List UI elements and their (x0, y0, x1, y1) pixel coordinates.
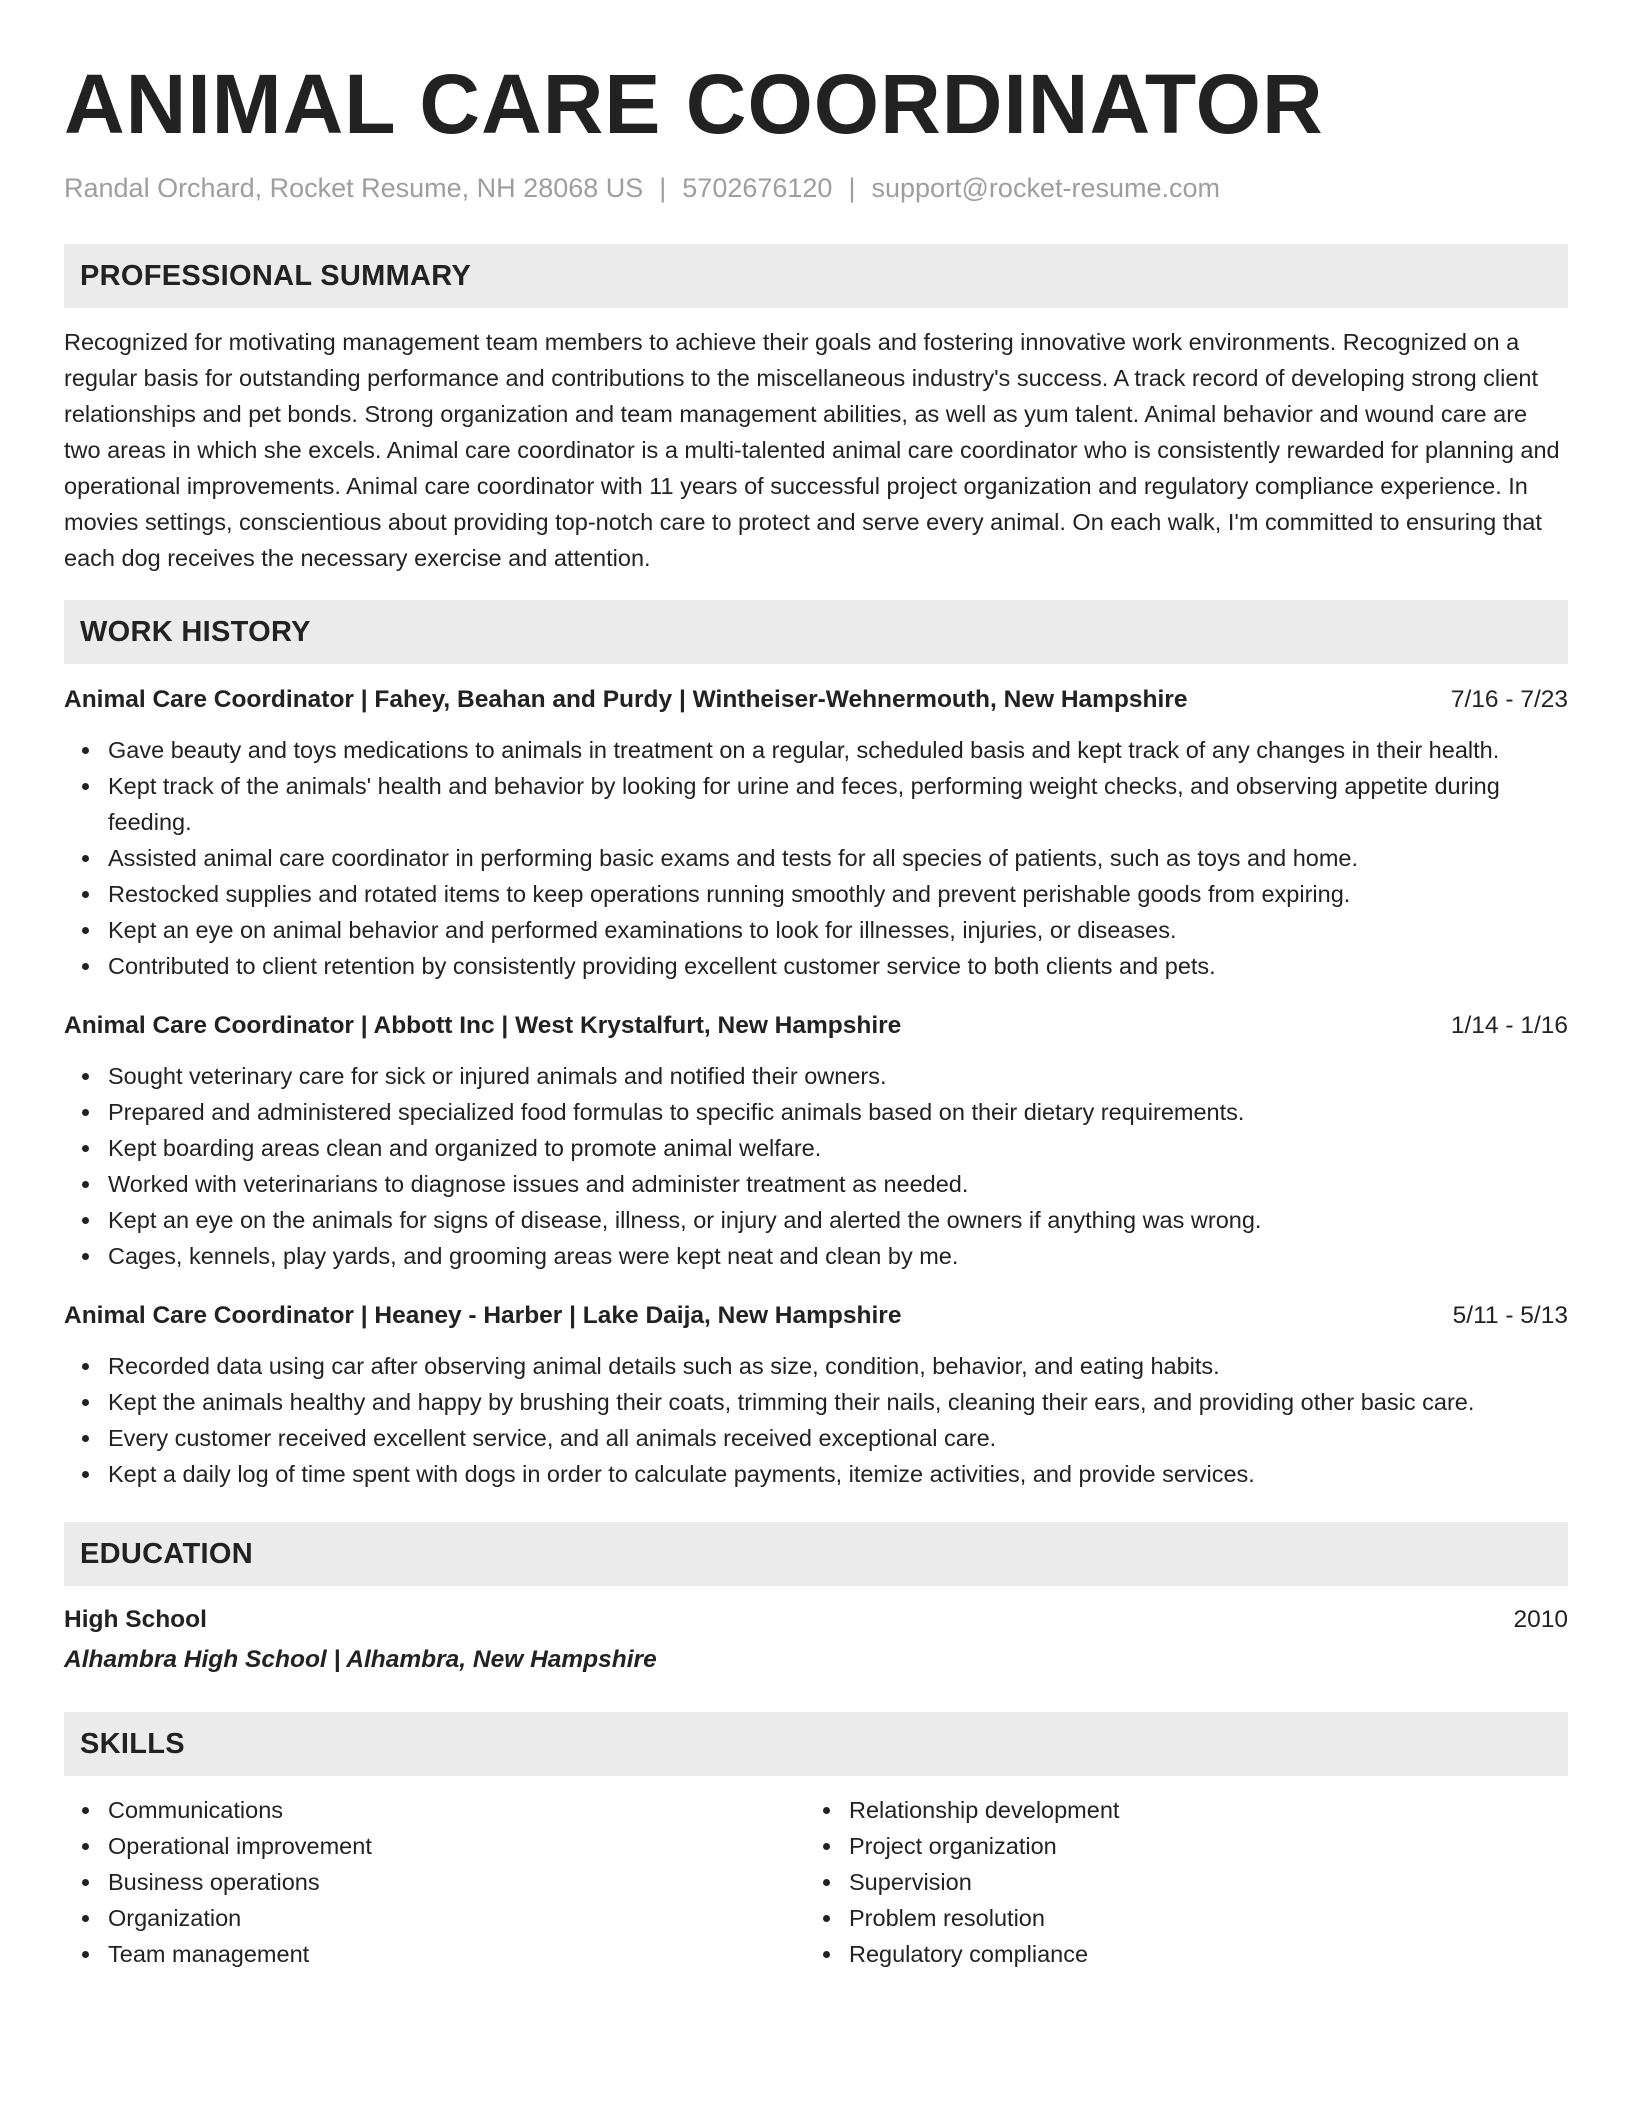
job-bullet: Sought veterinary care for sick or injured animals and notified their owners. (108, 1058, 1568, 1094)
skills-list (64, 1792, 1568, 1972)
job-bullet: Kept boarding areas clean and organized to promote animal welfare. (108, 1130, 1568, 1166)
contact-phone: 5702676120 (682, 173, 833, 203)
section-heading-summary: PROFESSIONAL SUMMARY (64, 244, 1568, 308)
job-title: Animal Care Coordinator | Fahey, Beahan and Purdy | Wintheiser-Wehnermouth, New Hampshire (64, 686, 1188, 713)
job-bullets (64, 1058, 1568, 1274)
education-entry (64, 1602, 1568, 1678)
contact-separator: | (848, 173, 856, 203)
job-dates: 5/11 - 5/13 (1452, 1302, 1568, 1329)
contact-separator: | (659, 173, 667, 203)
job-bullet: Kept an eye on animal behavior and performed examinations to look for illnesses, injuries, or diseases. (108, 912, 1568, 948)
job-entry (64, 682, 1568, 984)
job-bullet: Restocked supplies and rotated items to keep operations running smoothly and prevent perishable goods from expiring. (108, 876, 1568, 912)
job-dates: 1/14 - 1/16 (1450, 1012, 1568, 1039)
job-entry (64, 1298, 1568, 1492)
contact-line (64, 170, 1568, 206)
job-title: Animal Care Coordinator | Abbott Inc | West Krystalfurt, New Hampshire (64, 1012, 902, 1039)
job-bullet: Kept track of the animals' health and behavior by looking for urine and feces, performing weight checks, and observing appetite during feeding. (108, 768, 1568, 840)
job-dates: 7/16 - 7/23 (1450, 686, 1568, 713)
skills-column-left (64, 1792, 805, 1972)
contact-address: Randal Orchard, Rocket Resume, NH 28068 US (64, 173, 644, 203)
skill-item: Relationship development (849, 1792, 1546, 1828)
job-bullet: Recorded data using car after observing animal details such as size, condition, behavior, and eating habits. (108, 1348, 1568, 1384)
job-bullet: Kept an eye on the animals for signs of disease, illness, or injury and alerted the owners if anything was wrong. (108, 1202, 1568, 1238)
job-bullet: Every customer received excellent service, and all animals received exceptional care. (108, 1420, 1568, 1456)
skill-item: Operational improvement (108, 1828, 805, 1864)
education-degree: High School (64, 1606, 207, 1633)
section-heading-skills: SKILLS (64, 1712, 1568, 1776)
skill-item: Project organization (849, 1828, 1546, 1864)
skill-item: Communications (108, 1792, 805, 1828)
section-heading-work-history: WORK HISTORY (64, 600, 1568, 664)
education-school: Alhambra High School | Alhambra, New Hampshire (64, 1646, 657, 1673)
contact-email: support@rocket-resume.com (871, 173, 1220, 203)
job-title: Animal Care Coordinator | Heaney - Harber | Lake Daija, New Hampshire (64, 1302, 902, 1329)
skill-item: Business operations (108, 1864, 805, 1900)
skill-item: Team management (108, 1936, 805, 1972)
job-bullets (64, 732, 1568, 984)
job-bullets (64, 1348, 1568, 1492)
job-bullet: Kept a daily log of time spent with dogs in order to calculate payments, itemize activities, and provide services. (108, 1456, 1568, 1492)
skills-column-right (805, 1792, 1546, 1972)
job-bullet: Kept the animals healthy and happy by brushing their coats, trimming their nails, cleaning their ears, and providing other basic care. (108, 1384, 1568, 1420)
skill-item: Problem resolution (849, 1900, 1546, 1936)
job-bullet: Prepared and administered specialized food formulas to specific animals based on their dietary requirements. (108, 1094, 1568, 1130)
resume-title: ANIMAL CARE COORDINATOR (64, 57, 1324, 151)
skill-item: Regulatory compliance (849, 1936, 1546, 1972)
job-bullet: Contributed to client retention by consistently providing excellent customer service to both clients and pets. (108, 948, 1568, 984)
job-bullet: Cages, kennels, play yards, and grooming areas were kept neat and clean by me. (108, 1238, 1568, 1274)
job-entry (64, 1008, 1568, 1274)
skill-item: Supervision (849, 1864, 1546, 1900)
section-heading-education: EDUCATION (64, 1522, 1568, 1586)
summary-text: Recognized for motivating management team members to achieve their goals and fostering innovative work environments. Recognized on a regular basis for outstanding performance and contributions to the miscellaneous industry's success. A track record of developing strong client relationships and pet bonds. Strong organization and team management abilities, as well as yum talent. Animal behavior and wound care are two areas in which she excels. Animal care coordinator is a multi-talented animal care coordinator who is consistently rewarded for planning and operational improvements. Animal care coordinator with 11 years of successful project organization and regulatory compliance experience. In movies settings, conscientious about providing top-notch care to protect and serve every animal. On each walk, I'm committed to ensuring that each dog receives the necessary exercise and attention. (64, 329, 1560, 571)
skill-item: Organization (108, 1900, 805, 1936)
job-bullet: Gave beauty and toys medications to animals in treatment on a regular, scheduled basis and kept track of any changes in their health. (108, 732, 1568, 768)
job-bullet: Assisted animal care coordinator in performing basic exams and tests for all species of patients, such as toys and home. (108, 840, 1568, 876)
education-year: 2010 (1513, 1606, 1568, 1633)
job-bullet: Worked with veterinarians to diagnose issues and administer treatment as needed. (108, 1166, 1568, 1202)
